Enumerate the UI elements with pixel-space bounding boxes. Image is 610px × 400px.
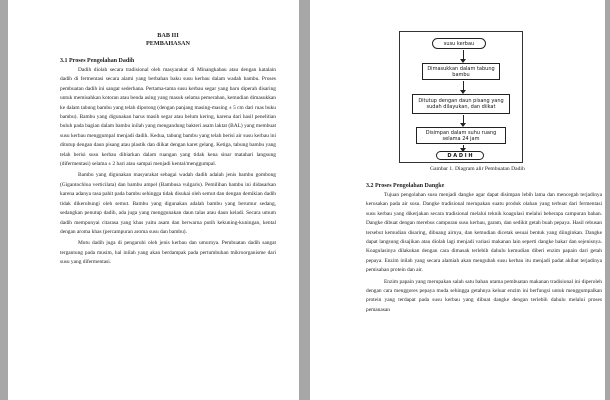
paragraph: Dadih diolah secara tradisional oleh masyarakat di Minangkabau atau dengan katalain dadih di fermentasi secara alami yang berbahan baku susu kerbau dalam wadah bambu. Proses pembuatan dadih ini sangat sederhana. Pertama-tama susu kerbau segar yang baru diperah disaring untuk memisahkan kotoran atau benda asing yang masuk selama pemerahan, kemudian dimasukkan ke dalam tabung bambu yang telah dipotong (dengan panjang masing-masing ± 5 cm dari ruas buku bambu). Bambu yang digunakan harus masih segar atau belum kering, karena dari hasil penelitian buluh pada bagian dalam bambu inilah yang mengandung bakteri asam laktat (BAL) yang membuat susu kerbau menggumpal menjadi dadih. Kedua, tabung bambu yang telah berisi air susu kerbau ini ditutup dengan daun pisang atau plastik dan diikat dengan karet gelang. Ketiga, tabung bambu yang telah berisi susu kerbau dibiarkan dalam ruangan yang tidak kena sinar matahari langsung (difermentasi) selama ± 2 hari atau sampai menjadi kental/menggumpal. <box>60 67 276 168</box>
diagram-step-susu-kerbau: susu kerbau <box>432 38 486 49</box>
diagram-step-ditutup: Ditutup dengan daun pisang yang sudah dilayukan, dan diikat <box>412 94 510 114</box>
document-page-left <box>8 0 299 400</box>
arrow-icon <box>463 81 464 91</box>
paragraph: Mutu dadih juga di pengaruhi oleh jenis kerbau dan umurnya. Pembuatan dadih sangat tergantung pada musim, hal inilah yang akan berdampak pada pertumbuhan mikroorganisme dari susu yang difermentasi. <box>60 240 276 266</box>
chapter-title: PEMBAHASAN <box>145 40 190 47</box>
flow-diagram <box>399 31 523 163</box>
paragraph: Tujuan pengolahan susu menjadi dangke agar dapat disimpan lebih lama dan mencegah terjadinya kerusakan pada air susu. Dangke tradisional merupakan suatu produk olahan yang terbuat dari fermentasi susu kerbau yang dikerjakan secara tradisional melalui teknik koagulasi melalui beberapa campuran bahan. Dangke dibuat dengan merebus campuran susu kerbau, garam, dan sedikit getah buah pepaya. Hasil rebusan tersebut kemudian disaring, dibuang airnya, dan kemudian dicetak sesuai bentuk yang diinginkan. Dangke dapat langsung disajikan atau diolah lagi menjadi variasi makanan lain seperti dangke bakar dan sejenisnya. Koagulasinya dilakukan dengan cara dimasak terlebih dahulu kemudian diberi enzim papain dari getah pepaya. Enzim inilah yang secara alamiah akan mengubah susu kerbau itu menjadi padat akibat terjadinya pemisahan protein dan air. <box>366 192 602 274</box>
diagram-step-tabung-bambu: Dimasukkan dalam tabung bambu <box>422 63 500 80</box>
diagram-step-dadih: D A D I H <box>436 151 484 160</box>
arrow-icon <box>463 50 464 60</box>
arrow-icon <box>463 115 464 124</box>
right-page-text <box>366 182 602 315</box>
diagram-step-disimpan: Disimpan dalam suhu ruang selama 24 jam <box>416 127 506 144</box>
arrow-icon <box>463 145 464 149</box>
figure-caption: Gambar 1. Diagram alir Pembuatan Dadih <box>430 166 525 172</box>
section-heading-dadih: 3.1 Proses Pengolahan Dadih <box>60 58 135 64</box>
chapter-number: BAB III <box>157 32 179 39</box>
section-heading-dangke: 3.2 Proses Pengolahan Dangke <box>366 183 445 189</box>
paragraph: Bambu yang digunakan masyarakat sebagai wadah dadih adalah jenis bambu gombong (Gigantochloa verticilata) dan bambu ampel (Bambusa vulgaris). Pemilihan bambu ini didasarkan karena adanya rasa pahit pada bambu sehingga tidak disukai oleh semut dan dengan demikian dadih tidak dikerubungi oleh semut. Bambu yang digunakan adalah bambu yang berumur sedang, sedangkan penutup dadih, ada juga yang menggunakan daun talas atau daun keladi. Secara umum dadih mempunyai citarasa yang khas yaitu asam dan berwarna putih kekuning-kuningan, kental dengan aroma khas (percampuran aroma susu dan bambu). <box>60 172 276 235</box>
paragraph: Enzim papain yang merupakan salah satu bahan utama pembuatan makanan tradisional ini diperoleh dengan cara menggores pepaya muda sehingga getahnya keluar enzim ini berfungsi untuk menggumpalkan protein yang terdapat pada susu kerbau yang dibuat dangke dengan terlebih dahulu melalui proses pemanasan <box>366 278 602 313</box>
